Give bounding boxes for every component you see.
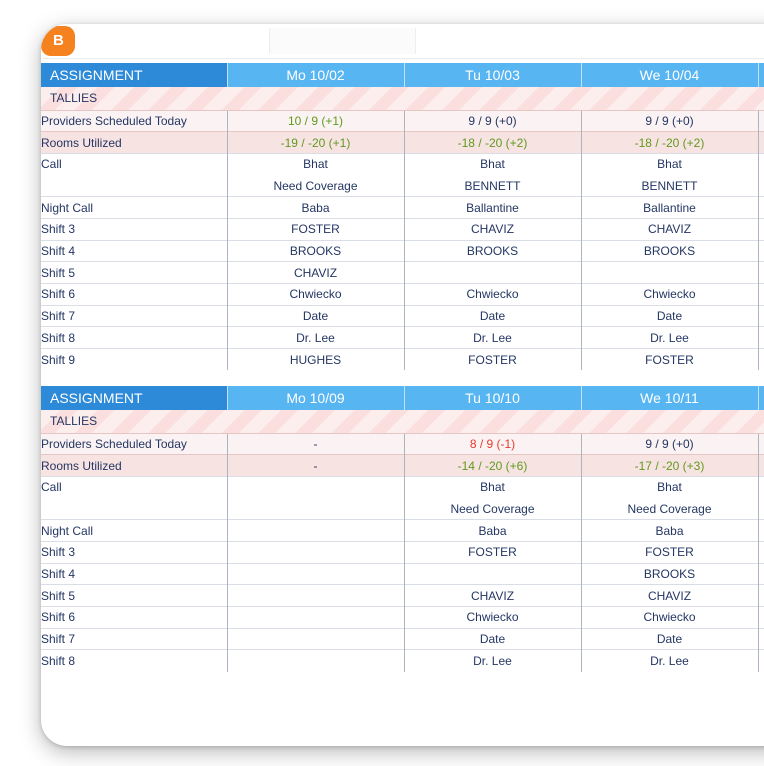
assignment-row bbox=[41, 650, 764, 672]
tallies-row bbox=[41, 87, 764, 110]
overflow-cell bbox=[758, 455, 764, 477]
assignment-cell[interactable]: Baba bbox=[581, 520, 758, 542]
row-label: Shift 7 bbox=[41, 305, 227, 327]
day-header[interactable]: Tu 10/03 bbox=[404, 63, 581, 87]
overflow-cell bbox=[758, 110, 764, 132]
overflow-cell bbox=[758, 585, 764, 607]
assignment-cell[interactable] bbox=[227, 628, 404, 650]
assignment-cell[interactable]: Need Coverage bbox=[404, 498, 581, 520]
assignment-row bbox=[41, 607, 764, 629]
assignment-cell[interactable]: BROOKS bbox=[581, 240, 758, 262]
assignment-row bbox=[41, 498, 764, 520]
assignment-row bbox=[41, 218, 764, 240]
overflow-cell bbox=[758, 132, 764, 154]
assignment-cell[interactable]: Dr. Lee bbox=[404, 327, 581, 349]
tally-row bbox=[41, 132, 764, 154]
row-label bbox=[41, 498, 227, 520]
day-header[interactable]: Mo 10/09 bbox=[227, 386, 404, 410]
assignment-cell[interactable]: Chwiecko bbox=[581, 284, 758, 306]
schedule-week-table bbox=[41, 386, 764, 672]
assignment-row bbox=[41, 284, 764, 306]
overflow-cell bbox=[758, 650, 764, 672]
overflow-cell bbox=[758, 563, 764, 585]
row-label: Shift 8 bbox=[41, 327, 227, 349]
row-label bbox=[41, 175, 227, 197]
tally-row bbox=[41, 110, 764, 132]
assignment-cell[interactable]: Dr. Lee bbox=[404, 650, 581, 672]
tally-cell: - bbox=[227, 433, 404, 455]
assignment-cell[interactable]: BENNETT bbox=[404, 175, 581, 197]
overflow-cell bbox=[758, 153, 764, 175]
day-header[interactable]: We 10/04 bbox=[581, 63, 758, 87]
tally-cell: 8 / 9 (-1) bbox=[404, 433, 581, 455]
assignment-cell[interactable]: CHAVIZ bbox=[581, 585, 758, 607]
assignment-row bbox=[41, 240, 764, 262]
app-logo[interactable] bbox=[41, 26, 75, 56]
tally-cell: -17 / -20 (+3) bbox=[581, 455, 758, 477]
row-label: Call bbox=[41, 153, 227, 175]
row-label: Rooms Utilized bbox=[41, 132, 227, 154]
row-label: Shift 3 bbox=[41, 218, 227, 240]
row-label: Call bbox=[41, 476, 227, 498]
assignment-row bbox=[41, 175, 764, 197]
assignment-row bbox=[41, 585, 764, 607]
assignment-cell[interactable]: CHAVIZ bbox=[581, 218, 758, 240]
overflow-cell bbox=[758, 520, 764, 542]
row-label: Night Call bbox=[41, 197, 227, 219]
assignment-row bbox=[41, 563, 764, 585]
assignment-cell[interactable] bbox=[227, 520, 404, 542]
assignment-cell[interactable]: CHAVIZ bbox=[227, 262, 404, 284]
overflow-cell bbox=[758, 284, 764, 306]
assignment-cell[interactable]: FOSTER bbox=[404, 349, 581, 371]
row-label: Shift 5 bbox=[41, 585, 227, 607]
assignment-cell[interactable]: FOSTER bbox=[227, 218, 404, 240]
tally-cell: -19 / -20 (+1) bbox=[227, 132, 404, 154]
tally-cell: 9 / 9 (+0) bbox=[404, 110, 581, 132]
assignment-cell[interactable]: Baba bbox=[227, 197, 404, 219]
assignment-cell[interactable] bbox=[404, 563, 581, 585]
assignment-cell[interactable]: Ballantine bbox=[581, 197, 758, 219]
row-label: Providers Scheduled Today bbox=[41, 110, 227, 132]
week-header-row bbox=[41, 386, 764, 410]
week-separator bbox=[41, 376, 764, 386]
overflow-cell bbox=[758, 498, 764, 520]
row-label: Shift 7 bbox=[41, 628, 227, 650]
row-label: Providers Scheduled Today bbox=[41, 433, 227, 455]
overflow-cell bbox=[758, 628, 764, 650]
assignment-row bbox=[41, 628, 764, 650]
assignment-cell[interactable]: Chwiecko bbox=[581, 607, 758, 629]
tally-cell: -18 / -20 (+2) bbox=[404, 132, 581, 154]
assignment-cell[interactable]: Date bbox=[404, 305, 581, 327]
tally-cell: 9 / 9 (+0) bbox=[581, 110, 758, 132]
assignment-cell[interactable]: BROOKS bbox=[404, 240, 581, 262]
row-label: Shift 6 bbox=[41, 607, 227, 629]
assignment-row bbox=[41, 520, 764, 542]
assignment-cell[interactable]: Need Coverage bbox=[581, 498, 758, 520]
row-label: Shift 3 bbox=[41, 541, 227, 563]
assignment-cell[interactable]: Chwiecko bbox=[404, 607, 581, 629]
assignment-cell[interactable]: Ballantine bbox=[404, 197, 581, 219]
assignment-cell[interactable]: Date bbox=[581, 628, 758, 650]
app-window bbox=[41, 24, 764, 746]
assignment-cell[interactable]: HUGHES bbox=[227, 349, 404, 371]
assignment-cell[interactable]: Date bbox=[404, 628, 581, 650]
assignment-row bbox=[41, 327, 764, 349]
assignment-cell[interactable]: Chwiecko bbox=[404, 284, 581, 306]
overflow-cell bbox=[758, 327, 764, 349]
assignment-cell[interactable]: Need Coverage bbox=[227, 175, 404, 197]
assignment-row bbox=[41, 305, 764, 327]
assignment-cell[interactable]: Bhat bbox=[404, 153, 581, 175]
assignment-cell[interactable]: Bhat bbox=[227, 153, 404, 175]
tallies-label: TALLIES bbox=[41, 410, 764, 433]
overflow-cell bbox=[758, 433, 764, 455]
tally-cell: 10 / 9 (+1) bbox=[227, 110, 404, 132]
assignment-row bbox=[41, 262, 764, 284]
schedule-week-table bbox=[41, 63, 764, 370]
assignment-cell[interactable]: CHAVIZ bbox=[404, 585, 581, 607]
tallies-row bbox=[41, 410, 764, 433]
assignment-cell[interactable]: Chwiecko bbox=[227, 284, 404, 306]
row-label: Night Call bbox=[41, 520, 227, 542]
assignment-cell[interactable]: BENNETT bbox=[581, 175, 758, 197]
day-header[interactable]: We 10/11 bbox=[581, 386, 758, 410]
assignment-cell[interactable]: FOSTER bbox=[581, 349, 758, 371]
tally-row bbox=[41, 455, 764, 477]
title-bar bbox=[41, 24, 764, 59]
tally-cell: 9 / 9 (+0) bbox=[581, 433, 758, 455]
overflow-cell bbox=[758, 476, 764, 498]
assignment-cell[interactable] bbox=[227, 585, 404, 607]
assignment-row bbox=[41, 541, 764, 563]
assignment-row bbox=[41, 153, 764, 175]
overflow-cell bbox=[758, 541, 764, 563]
assignment-cell[interactable] bbox=[227, 498, 404, 520]
assignment-header: ASSIGNMENT bbox=[41, 63, 227, 87]
assignment-cell[interactable] bbox=[227, 541, 404, 563]
tally-row bbox=[41, 433, 764, 455]
assignment-row bbox=[41, 197, 764, 219]
assignment-cell[interactable]: BROOKS bbox=[227, 240, 404, 262]
overflow-cell bbox=[758, 218, 764, 240]
assignment-cell[interactable]: FOSTER bbox=[404, 541, 581, 563]
assignment-cell[interactable]: Dr. Lee bbox=[227, 327, 404, 349]
assignment-cell[interactable]: BROOKS bbox=[581, 563, 758, 585]
week-header-row bbox=[41, 63, 764, 87]
row-label: Rooms Utilized bbox=[41, 455, 227, 477]
row-label: Shift 4 bbox=[41, 240, 227, 262]
row-label: Shift 4 bbox=[41, 563, 227, 585]
overflow-cell bbox=[758, 305, 764, 327]
tallies-label: TALLIES bbox=[41, 87, 764, 110]
assignment-row bbox=[41, 349, 764, 371]
tally-cell: -14 / -20 (+6) bbox=[404, 455, 581, 477]
row-label: Shift 8 bbox=[41, 650, 227, 672]
day-header-overflow bbox=[758, 386, 764, 410]
overflow-cell bbox=[758, 240, 764, 262]
assignment-cell[interactable]: Bhat bbox=[581, 153, 758, 175]
assignment-cell[interactable] bbox=[227, 607, 404, 629]
assignment-cell[interactable] bbox=[227, 476, 404, 498]
assignment-cell[interactable] bbox=[404, 262, 581, 284]
row-label: Shift 5 bbox=[41, 262, 227, 284]
assignment-cell[interactable]: Date bbox=[227, 305, 404, 327]
overflow-cell bbox=[758, 197, 764, 219]
assignment-cell[interactable] bbox=[227, 563, 404, 585]
row-label: Shift 9 bbox=[41, 349, 227, 371]
assignment-cell[interactable]: Dr. Lee bbox=[581, 650, 758, 672]
overflow-cell bbox=[758, 349, 764, 371]
toolbar-field[interactable] bbox=[81, 28, 270, 54]
row-label: Shift 6 bbox=[41, 284, 227, 306]
logo-letter: B bbox=[53, 32, 64, 49]
tally-cell: - bbox=[227, 455, 404, 477]
assignment-cell[interactable]: CHAVIZ bbox=[404, 218, 581, 240]
assignment-header: ASSIGNMENT bbox=[41, 386, 227, 410]
assignment-cell[interactable]: Baba bbox=[404, 520, 581, 542]
assignment-cell[interactable]: Dr. Lee bbox=[581, 327, 758, 349]
overflow-cell bbox=[758, 607, 764, 629]
day-header-overflow bbox=[758, 63, 764, 87]
tally-cell: -18 / -20 (+2) bbox=[581, 132, 758, 154]
overflow-cell bbox=[758, 175, 764, 197]
toolbar-field-secondary[interactable] bbox=[270, 28, 416, 54]
assignment-cell[interactable]: Bhat bbox=[581, 476, 758, 498]
assignment-cell[interactable]: Date bbox=[581, 305, 758, 327]
assignment-cell[interactable] bbox=[581, 262, 758, 284]
assignment-cell[interactable] bbox=[227, 650, 404, 672]
overflow-cell bbox=[758, 262, 764, 284]
day-header[interactable]: Mo 10/02 bbox=[227, 63, 404, 87]
assignment-row bbox=[41, 476, 764, 498]
assignment-cell[interactable]: Bhat bbox=[404, 476, 581, 498]
day-header[interactable]: Tu 10/10 bbox=[404, 386, 581, 410]
assignment-cell[interactable]: FOSTER bbox=[581, 541, 758, 563]
